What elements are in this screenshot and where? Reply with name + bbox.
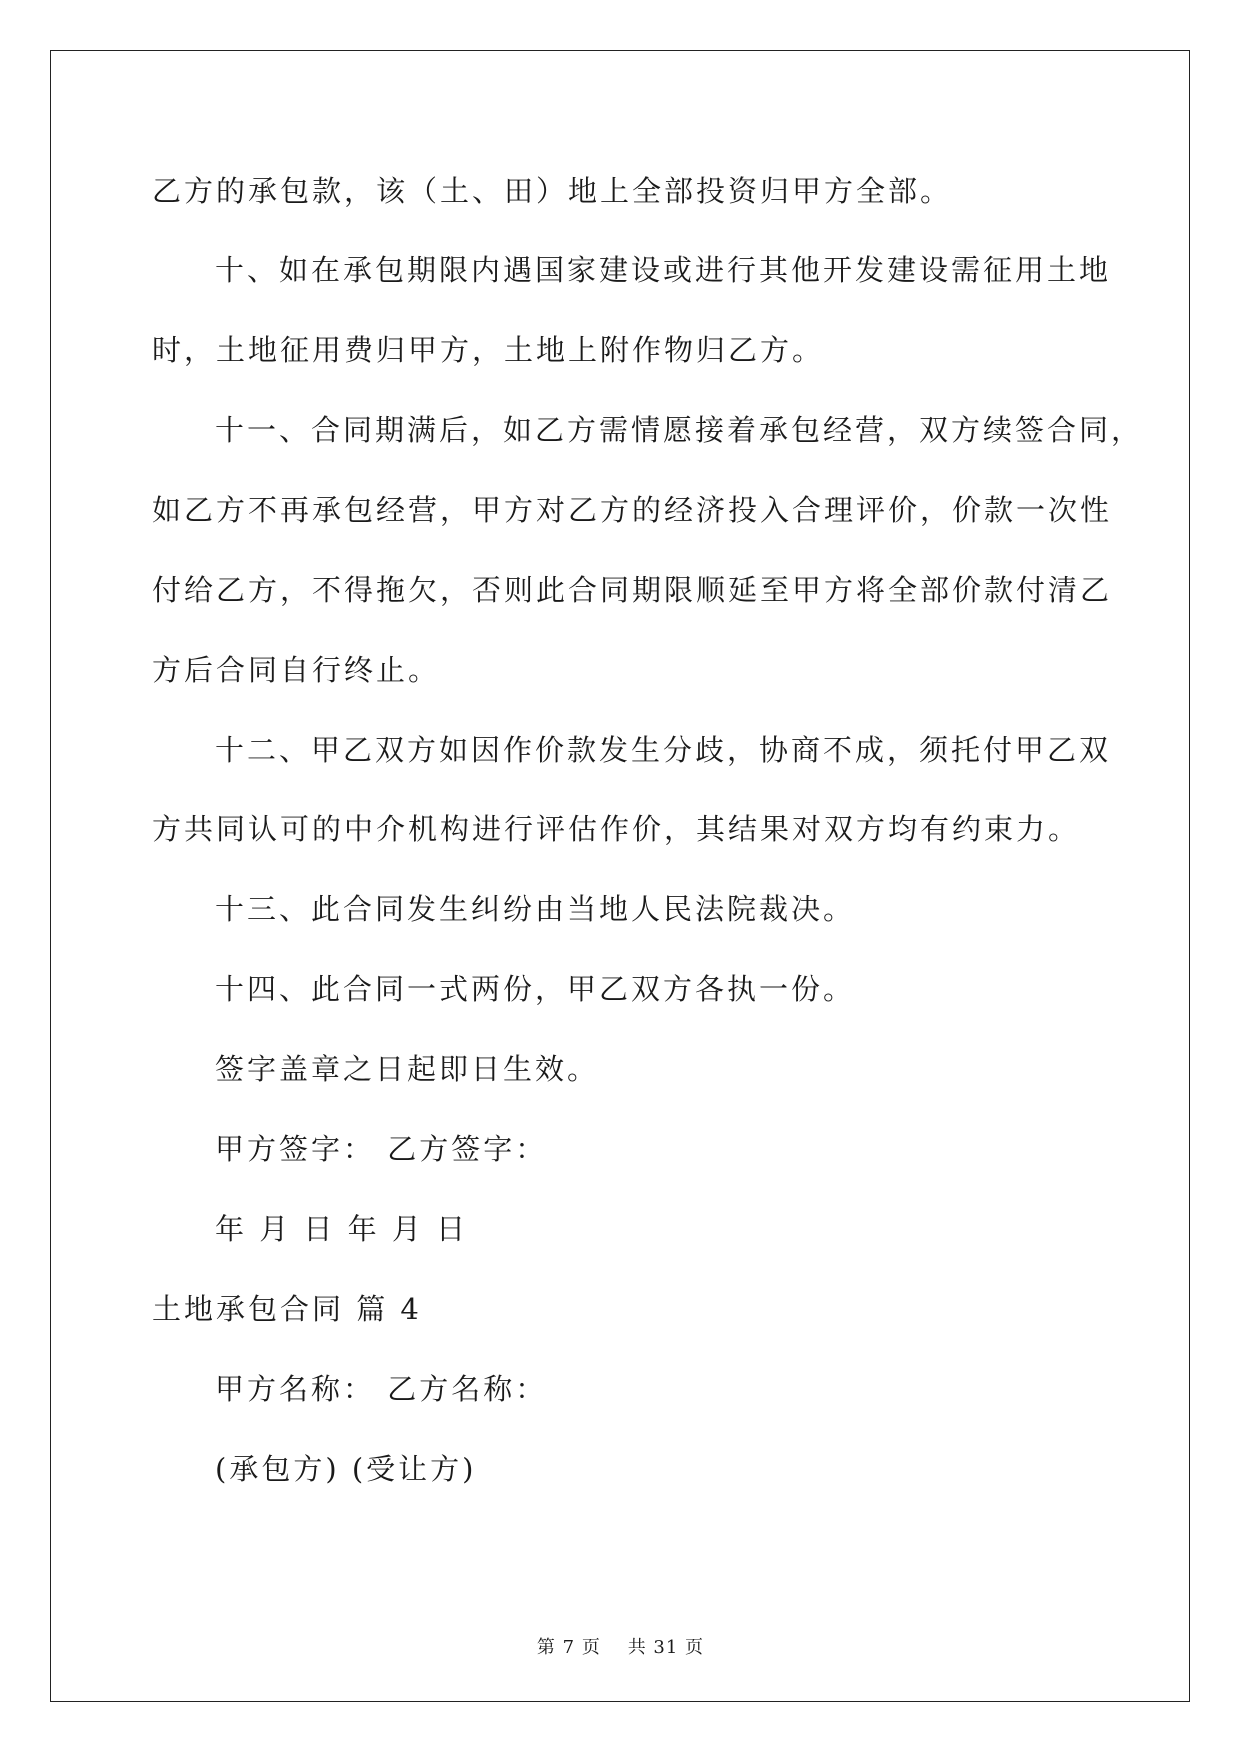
paragraph-line: 乙方的承包款，该（土、田）地上全部投资归甲方全部。 [152,174,953,208]
section-heading: 土地承包合同 篇 4 [152,1292,422,1326]
clause-10-line-1: 十、如在承包期限内遇国家建设或进行其他开发建设需征用土地 [215,253,1112,287]
party-names-line: 甲方名称： 乙方名称： [215,1372,548,1406]
clause-12-line-2: 方共同认可的中介机构进行评估作价，其结果对双方均有约束力。 [152,812,1081,846]
clause-11-line-3: 付给乙方，不得拖欠，否则此合同期限顺延至甲方将全部价款付清乙 [152,573,1113,607]
effective-clause: 签字盖章之日起即日生效。 [215,1052,600,1086]
date-line: 年 月 日 年 月 日 [215,1212,469,1246]
clause-11-line-4: 方后合同自行终止。 [152,653,441,687]
clause-14: 十四、此合同一式两份，甲乙双方各执一份。 [215,972,856,1006]
signature-line: 甲方签字： 乙方签字： [215,1132,548,1166]
party-roles-line: (承包方) (受让方) [215,1452,477,1486]
clause-11-line-2: 如乙方不再承包经营，甲方对乙方的经济投入合理评价，价款一次性 [152,493,1113,527]
page-number-footer: 第 7 页 共 31 页 [536,1637,705,1658]
clause-11-line-1: 十一、合同期满后，如乙方需情愿接着承包经营，双方续签合同， [215,413,1144,447]
clause-10-line-2: 时，土地征用费归甲方，土地上附作物归乙方。 [152,333,825,367]
clause-13: 十三、此合同发生纠纷由当地人民法院裁决。 [215,892,856,926]
clause-12-line-1: 十二、甲乙双方如因作价款发生分歧，协商不成，须托付甲乙双 [215,733,1112,767]
